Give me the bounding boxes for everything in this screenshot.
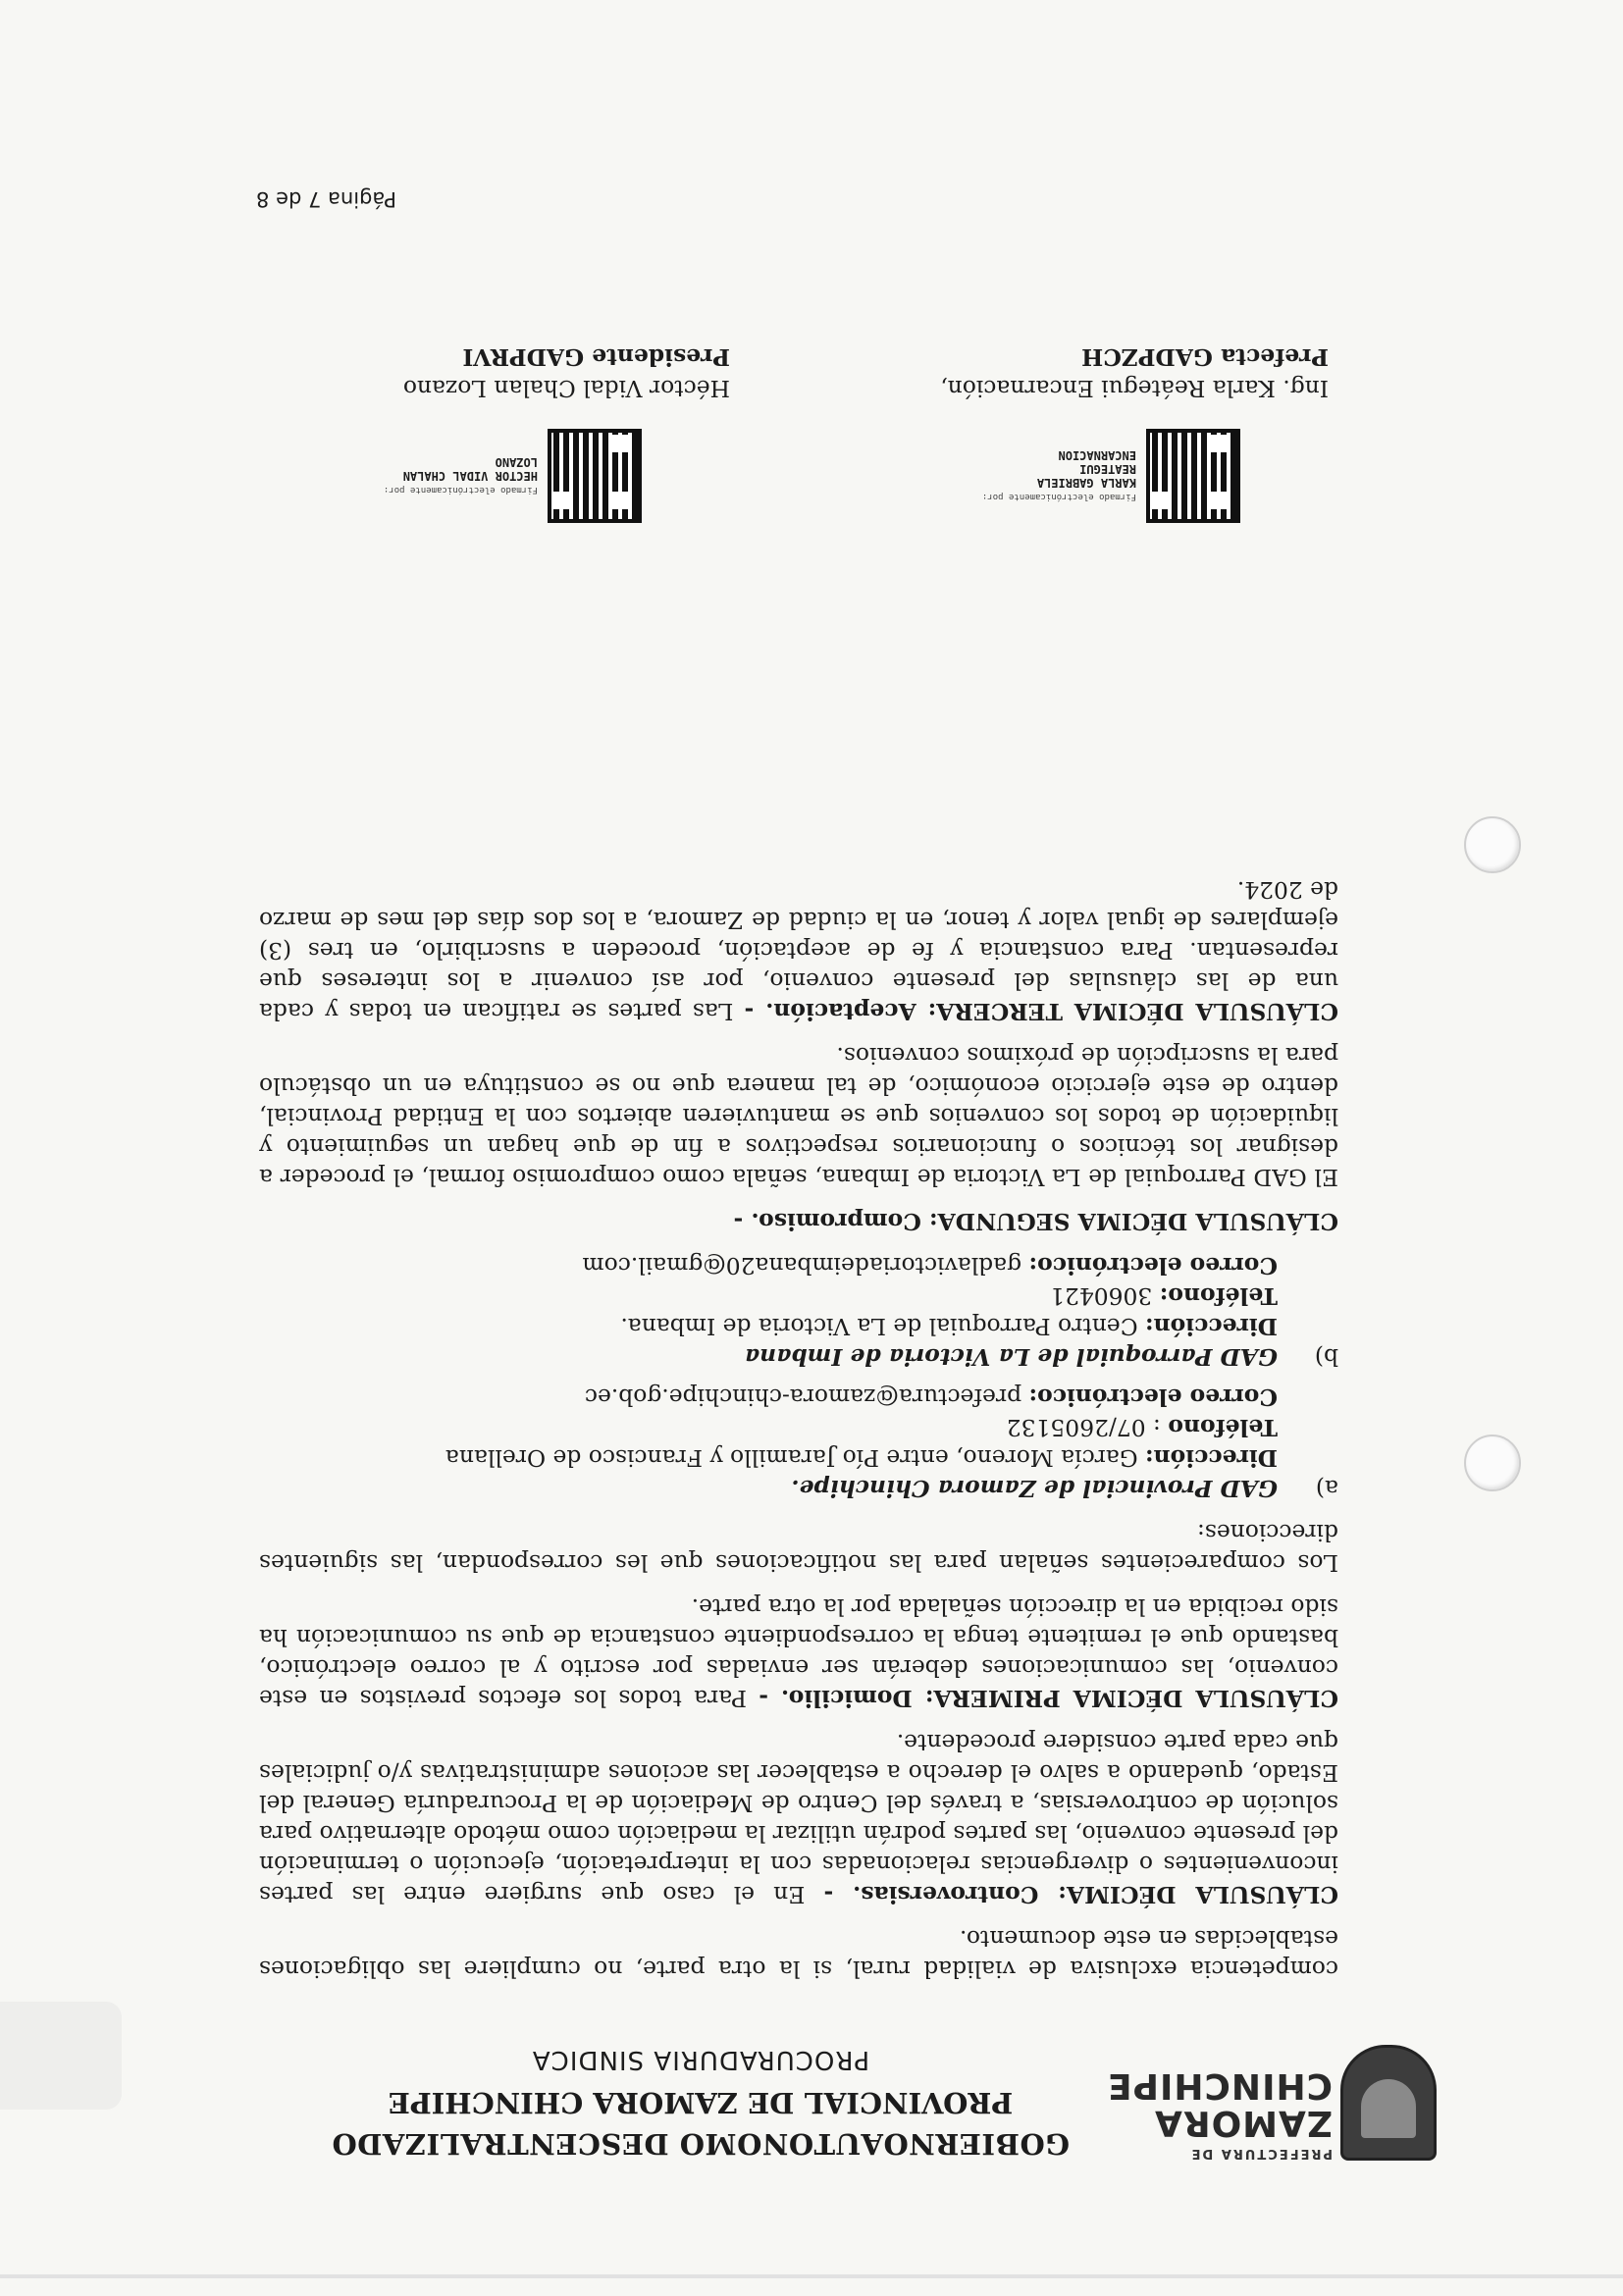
letterhead [161, 2021, 1437, 2168]
signature-block [259, 285, 1338, 530]
qr-code-icon [1146, 429, 1240, 523]
intro-paragraph: competencia exclusiva de vialidad rural, si la otra parte, no cumpliere las obligaciones establecidas en este documento. [259, 1925, 1338, 1983]
qr-caption: Firmado electrónicamente por: [981, 492, 1136, 501]
scan-edge [0, 2274, 1623, 2278]
list-item: a) GAD Provincial de Zamora Chinchipe. Dirección: García Moreno, entre Pío Jaramillo y Francisco de Orellana Teléfono : 07/2605132 Correo electrónico: prefectura@zamora-chinchipe.gob.ec [259, 1382, 1338, 1503]
clause-12-title: CLÁUSULA DÉCIMA SEGUNDA: Compromiso. - [733, 1208, 1338, 1235]
entity-name: GAD Parroquial de La Victoria de Imbana [745, 1343, 1278, 1371]
clause-11 [259, 1592, 1338, 1713]
header-title-3: PROCURADURIA SINDICA [531, 2045, 870, 2074]
clause-10-title: CLÁUSULA DÉCIMA: Controversias. - [823, 1881, 1338, 1908]
signature-presidente [239, 341, 730, 530]
list-marker: a) [1315, 1475, 1338, 1502]
list-marker: b) [1314, 1343, 1338, 1371]
signer-name: Héctor Vidal Chalan Lozano [402, 375, 730, 402]
shield-icon [1340, 2045, 1437, 2161]
clause-10-text: En el caso que surgiere entre las partes inconvenientes o divergencias relacionadas con la interpretación, ejecución o terminación del presente convenio, las partes podrán utilizar la mediación como método alternativo para solución de controversias, a través del Centro de Mediación de la Procuraduría General del Estado, quedando a salvo el derecho a establecer las acciones administrativas y/o judiciales que cada parte considere procedente. [259, 1729, 1338, 1908]
logo-top-text: PREFECTURA DE [1189, 2146, 1333, 2161]
header-title-1: GOBIERNOAUTONOMO DESCENTRALIZADO [331, 2127, 1071, 2161]
punch-hole [1464, 1435, 1521, 1491]
qr-caption: Firmado electrónicamente por: [383, 485, 538, 495]
qr-signer: HECTOR VIDAL CHALAN LOZANO [402, 455, 538, 483]
clause-10 [259, 1727, 1338, 1909]
bleed-through-logo [0, 2002, 122, 2110]
punch-hole [1464, 816, 1521, 873]
clause-13-title: CLÁUSULA DÉCIMA TERCERA: Aceptación. - [744, 998, 1338, 1025]
list-item: b) GAD Parroquial de La Victoria de Imbana Dirección: Centro Parroquial de La Victoria de Imbana. Teléfono: 3060421 Correo electrónico: gadlavictoriadeimbana20@gmail.com [259, 1250, 1338, 1372]
clause-13-text: Las partes se ratifican en todas y cada una de las cláusulas del presente convenio, por así convenir a los intereses que representan. Para constancia y fe de aceptación, proceden a suscribirlo, en tres (3) ejemplares de igual valor y tenor, en la ciudad de Zamora, a los dos días del mes de marzo de 2024. [259, 876, 1338, 1025]
page-number: Página 7 de 8 [256, 187, 396, 211]
addresses-intro: Los comparecientes señalan para las notificaciones que les correspondan, las siguientes direcciones: [259, 1519, 1338, 1577]
signer-role: Presidente GADPRVI [462, 343, 730, 371]
signer-role: Prefecta GADPZCH [1081, 343, 1329, 371]
logo-line-1: ZAMORA [1154, 2103, 1333, 2143]
signature-prefecta [838, 341, 1329, 530]
header-title-2: PROVINCIAL DE ZAMORA CHINCHIPE [388, 2086, 1014, 2119]
signer-name: Ing. Karla Reátegui Encarnación, [940, 375, 1329, 402]
clause-12-text: El GAD Parroquial de La Victoria de Imbana, señala como compromiso formal, el proceder a designar los técnicos o funcionarios respectivos a fin de que hagan un seguimiento y liquidación de todos los convenios que se mantuvieren abiertos con la Entidad Provincial, dentro de este ejercicio económico, de tal manera que no se constituya en un obstáculo para la suscripción de próximos convenios. [259, 1042, 1338, 1191]
document-body [259, 861, 1338, 1984]
entity-name: GAD Provincial de Zamora Chinchipe. [791, 1475, 1278, 1502]
clause-11-title: CLÁUSULA DÉCIMA PRIMERA: Domicilio. - [759, 1685, 1338, 1712]
clause-13 [259, 874, 1338, 1026]
qr-code-icon [548, 429, 642, 523]
logo-line-2: CHINCHIPE [1107, 2065, 1333, 2106]
qr-signer: KARLA GABRIELA REATEGUI ENCARNACION [1036, 448, 1136, 490]
address-list [259, 1250, 1338, 1503]
clause-11-text: Para todos los efectos previstos en este convenio, las comunicaciones deberán ser enviadas por escrito y al correo electrónico, bastando que el remitente tenga la correspondiente constancia de que su comunicación ha sido recibida en la dirección señalada por la otra parte. [259, 1593, 1338, 1712]
